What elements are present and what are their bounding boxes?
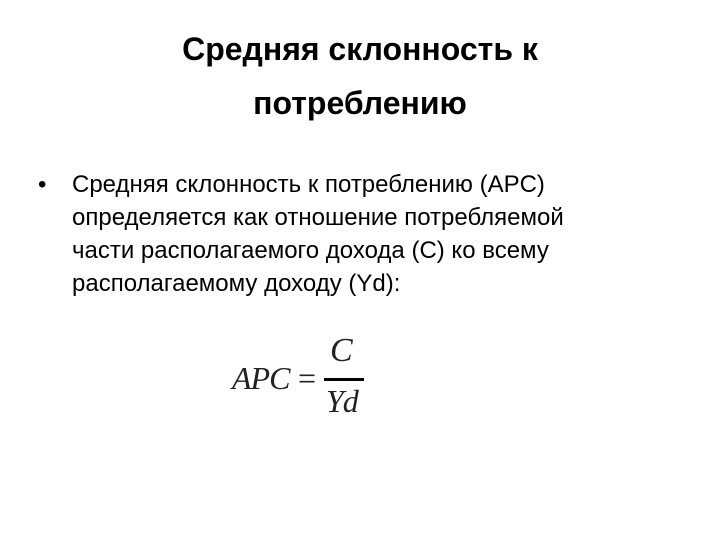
bullet-line-3: части располагаемого дохода (C) ко всему bbox=[72, 237, 549, 264]
bullet-marker: • bbox=[38, 171, 47, 198]
formula-numerator: C bbox=[330, 332, 353, 369]
bullet-line-1: Средняя склонность к потреблению (APC) bbox=[72, 171, 545, 198]
bullet-line-2: определяется как отношение потребляемой bbox=[72, 204, 564, 231]
title-line-2: потреблению bbox=[253, 85, 467, 121]
formula-denominator: Yd bbox=[326, 383, 358, 419]
fraction-bar bbox=[324, 378, 364, 381]
bullet-line-4: располагаемому доходу (Yd): bbox=[72, 270, 401, 297]
apc-formula bbox=[230, 332, 380, 430]
bullet-text bbox=[72, 168, 564, 300]
bullet-item bbox=[36, 168, 686, 300]
slide-title bbox=[40, 22, 680, 130]
formula-lhs: APC bbox=[232, 360, 290, 396]
title-line-1: Средняя склонность к bbox=[182, 31, 538, 67]
formula-equals-sign: = bbox=[298, 360, 317, 396]
slide-body bbox=[36, 168, 686, 300]
